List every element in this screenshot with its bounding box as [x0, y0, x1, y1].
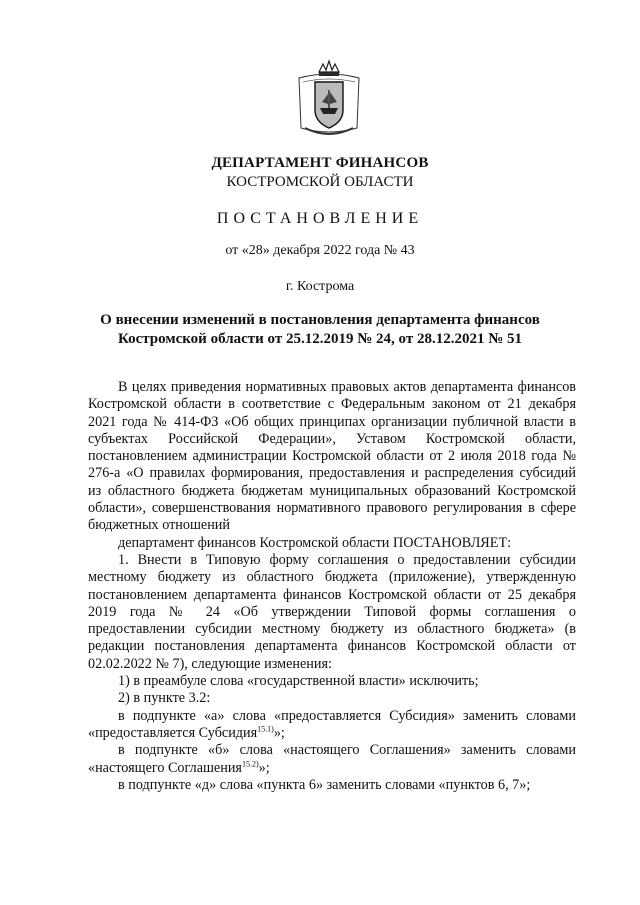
- resolution-paragraph: департамент финансов Костромской области ПОСТАНОВЛЯЕТ:: [118, 534, 512, 551]
- document-type: ПОСТАНОВЛЕНИЕ: [216, 210, 424, 227]
- footnote-ref: 15.2): [241, 758, 259, 768]
- document-date: от «28» декабря 2022 года № 43: [225, 243, 415, 258]
- subitem-d-paragraph: в подпункте «д» слова «пункта 6» заменить словами «пунктов 6, 7»;: [118, 776, 531, 793]
- subitem-a-paragraph: [88, 708, 576, 743]
- title-line-2: Костромской области от 25.12.2019 № 24, от 28.12.2021 № 51: [117, 331, 523, 347]
- item-1-1-paragraph: 1) в преамбуле слова «государственной власти» исключить;: [118, 673, 479, 690]
- document-body: [88, 379, 576, 794]
- region-name: КОСТРОМСКОЙ ОБЛАСТИ: [226, 174, 414, 190]
- footnote-ref: 15.1): [257, 724, 274, 734]
- subitem-b-text: в подпункте «б» слова «настоящего Соглашения» заменить словами «настоящего Соглашения: [88, 742, 576, 776]
- subitem-b-paragraph: [88, 742, 576, 777]
- item-1-paragraph: 1. Внести в Типовую форму соглашения о предоставлении субсидии местному бюджету из областного бюджета (приложение), утвержденную постановлением департамента финансов Костромской области от 25 декабря 2019 года № 24 «Об утверждении Типовой формы соглашения о предоставлении субсидии местному бюджету из областного бюджета» (в редакции постановления департамента финансов Костромской области от 02.02.2022 № 7), следующие изменения:: [88, 551, 576, 672]
- item-1-2-paragraph: 2) в пункте 3.2:: [118, 690, 211, 707]
- subitem-a-text: в подпункте «а» слова «предоставляется Субсидия» заменить словами «предоставляется Субсидия: [88, 707, 576, 741]
- coat-of-arms-icon: [293, 58, 365, 138]
- subitem-b-end: »;: [258, 759, 270, 776]
- document-city: г. Кострома: [285, 279, 355, 294]
- preamble-paragraph: В целях приведения нормативных правовых актов департамента финансов Костромской области в соответствие с Федеральным законом от 21 декабря 2021 года № 414-ФЗ «Об общих принципах организации публичной власти в субъектах Российской Федерации», Уставом Костромской области, постановлением администрации Костромской области от 2 июля 2018 года № 276-а «О правилах формирования, предоставления и распределения субсидий из областного бюджета бюджетам муниципальных образований Костромской области», совершенствования нормативного правового регулирования в сфере бюджетных отношений: [88, 379, 576, 534]
- document-title: [0, 311, 640, 349]
- subitem-a-end: »;: [273, 724, 285, 741]
- department-name: ДЕПАРТАМЕНТ ФИНАНСОВ: [211, 155, 429, 171]
- title-line-1: О внесении изменений в постановления департамента финансов: [100, 312, 540, 328]
